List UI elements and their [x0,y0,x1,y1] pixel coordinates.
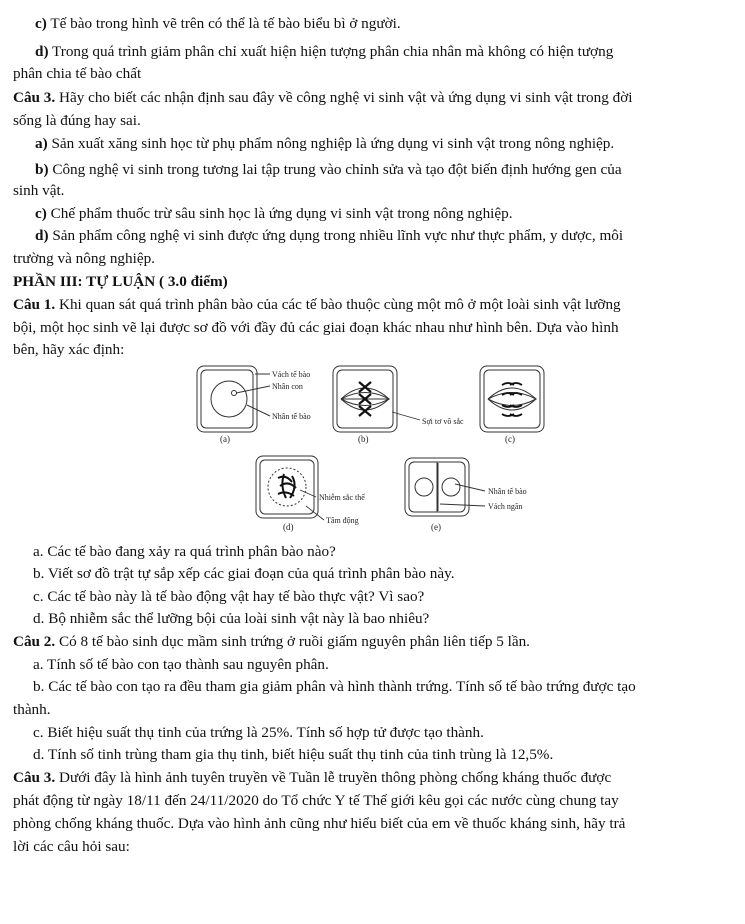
line-text: d. Tính số tinh trùng tham gia thụ tinh, biết hiệu suất thụ tinh của tinh trùng là 12,5%. [33,746,554,763]
line-text: phân chia tế bào chất [13,65,142,82]
cell-e [405,458,485,516]
label-spindle: Sợi tơ vô sắc [422,417,464,426]
line-text: phát động từ ngày 18/11 đến 24/11/2020 do Tổ chức Y tế Thế giới kêu gọi các nước cùng chung tay [13,792,619,809]
line-text: sinh vật. [13,182,65,199]
line-text: Hãy cho biết các nhận định sau đây về công nghệ vi sinh vật và ứng dụng vi sinh vật trong đời [55,89,633,106]
line-text: thành. [13,701,51,718]
label-chromosome: Nhiễm sắc thể [319,493,365,502]
caption-d: (d) [283,522,294,532]
cell-a [197,366,270,432]
label-centrosome: Tâm động [326,516,359,525]
line-text: Chế phẩm thuốc trừ sâu sinh học là ứng dụng vi sinh vật trong nông nghiệp. [46,205,513,222]
line-text: phòng chống kháng thuốc. Dựa vào hình ảnh cũng như hiểu biết của em về thuốc kháng sinh, hãy trả [13,815,626,832]
line-label: b) [35,161,49,178]
line-label: c) [35,205,47,222]
line-text: Khi quan sát quá trình phân bào của các tế bào thuộc cùng một mô ở một loài sinh vật lưỡng [55,296,621,313]
line-text: Dưới đây là hình ảnh tuyên truyền về Tuần lễ truyền thông phòng chống kháng thuốc được [55,769,612,786]
line-label: Câu 2. [13,633,56,650]
line-text: sống là đúng hay sai. [13,112,141,129]
line-text: Có 8 tế bào sinh dục mầm sinh trứng ở ruồi giấm nguyên phân liên tiếp 5 lần. [55,633,530,650]
line-text: lời các câu hỏi sau: [13,838,130,855]
line-text: b. Các tế bào con tạo ra đều tham gia giảm phân và hình thành trứng. Tính số tế bào trứng được tạo [33,678,636,695]
line-text: bội, một học sinh vẽ lại được sơ đồ với đầy đủ các giai đoạn khác nhau như hình bên. Dựa vào hình [13,319,619,336]
caption-e: (e) [431,522,441,532]
cell-c [480,366,544,432]
line-text: Tế bào trong hình vẽ trên có thể là tế bào biểu bì ở người. [46,15,401,32]
line-text: a. Các tế bào đang xảy ra quá trình phân bào nào? [33,543,336,560]
line-label: PHẦN III: TỰ LUẬN ( 3.0 điểm) [13,273,228,290]
caption-a: (a) [220,434,230,444]
label-septum: Vách ngăn [488,502,523,511]
caption-c: (c) [505,434,515,444]
line-label: a) [35,135,48,152]
line-label: Câu 3. [13,89,56,106]
label-wall: Vách tế bào [272,370,311,379]
line-text: c. Biết hiệu suất thụ tinh của trứng là 25%. Tính số hợp tử được tạo thành. [33,724,484,741]
cell-d [256,456,318,518]
line-text: Trong quá trình giảm phân chỉ xuất hiện hiện tượng phân chia nhân mà không có hiện tượng [48,43,614,60]
line-label: c) [35,15,47,32]
line-label: d) [35,227,49,244]
line-text: bên, hãy xác định: [13,341,125,358]
line-text: d. Bộ nhiễm sắc thể lưỡng bội của loài sinh vật này là bao nhiêu? [33,610,430,627]
line-text: Sản xuất xăng sinh học từ phụ phẩm nông nghiệp là ứng dụng vi sinh vật trong nông nghiệp. [47,135,615,152]
line-text: Công nghệ vi sinh trong tương lai tập trung vào chỉnh sửa và tạo đột biến định hướng gen của [48,161,622,178]
line-text: a. Tính số tế bào con tạo thành sau nguyên phân. [33,656,329,673]
label-nucleolus: Nhân con [272,382,303,391]
line-text: b. Viết sơ đồ trật tự sắp xếp các giai đoạn của quá trình phân bào này. [33,565,455,582]
line-label: Câu 1. [13,296,56,313]
chromosomes-d [278,474,296,498]
line-text: Sản phẩm công nghệ vi sinh được ứng dụng trong nhiều lĩnh vực như thực phẩm, y dược, môi [48,227,624,244]
line-text: c. Các tế bào này là tế bào động vật hay tế bào thực vật? Vì sao? [33,588,425,605]
label-nucleus: Nhân tế bào [272,412,311,421]
caption-b: (b) [358,434,369,444]
line-label: d) [35,43,49,60]
line-text: trường và nông nghiệp. [13,250,155,267]
label-nucleus-e: Nhân tế bào [488,487,527,496]
line-label: Câu 3. [13,769,56,786]
